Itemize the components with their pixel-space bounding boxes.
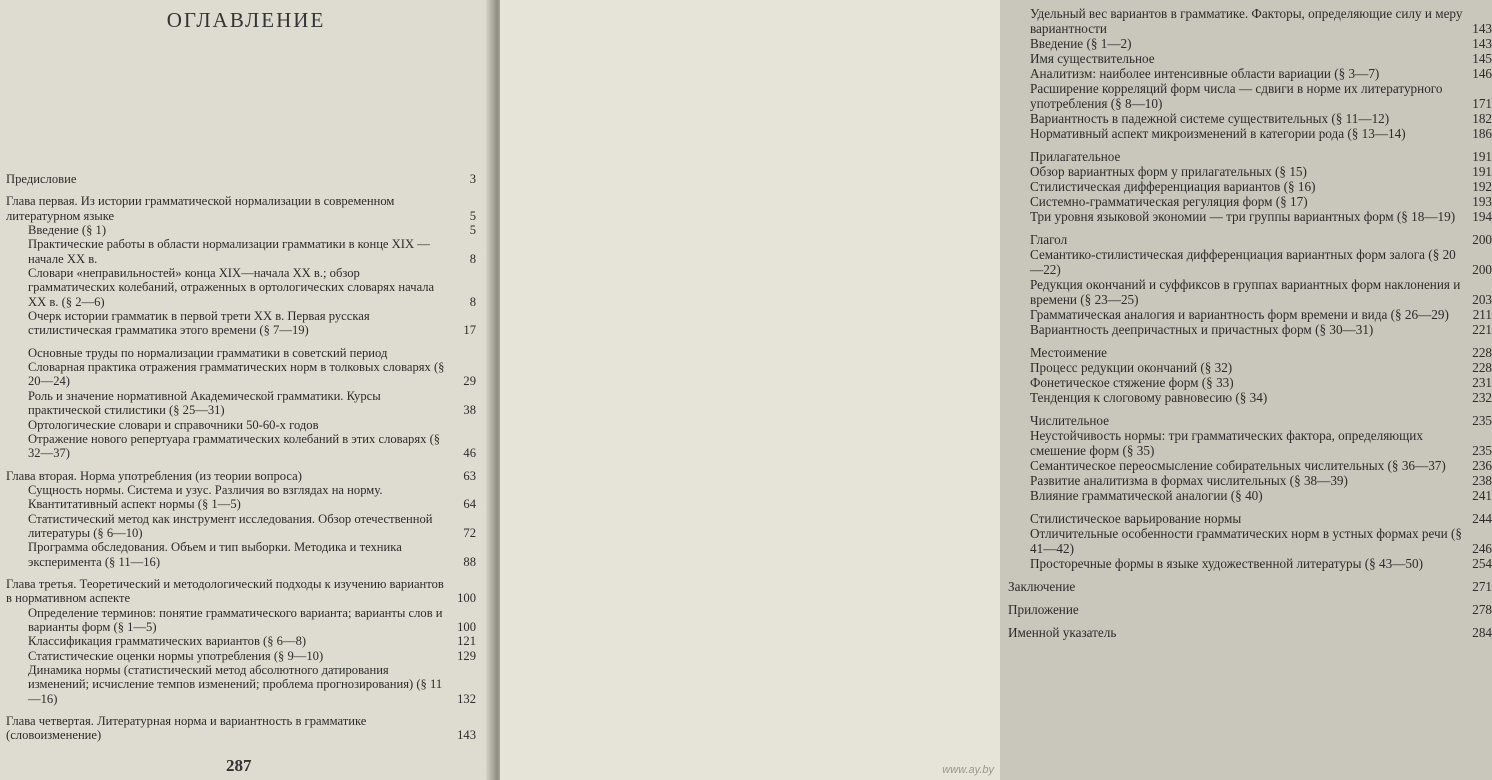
toc-entry-title: Словари «неправильностей» конца XIX—начала XX в.; обзор грамматических колебаний, отраженных в ортологических словарях начала XX в. (§ 2—6) (28, 266, 435, 309)
right-page (500, 0, 1492, 780)
toc-entry-page: 100 (457, 591, 476, 606)
toc-entry-title: Влияние грамматической аналогии (§ 40) (1030, 488, 1263, 503)
toc-entry (1008, 179, 1492, 194)
toc-entry (6, 577, 476, 606)
toc-entry-title: Динамика нормы (статистический метод абсолютного датирования изменений; исчисление темпов изменений; проблема прогнозирования) (§ 11—16) (28, 663, 443, 706)
toc-entry (6, 663, 476, 706)
toc-entry-title: Редукция окончаний и суффиксов в группах вариантных форм наклонения и времени (§ 23—25) (1030, 277, 1461, 307)
toc-entry (1008, 488, 1492, 503)
toc-entry-title: Имя существительное (1030, 51, 1155, 66)
toc-entry-title: Приложение (1008, 602, 1079, 617)
toc-entry (6, 360, 476, 389)
toc-entry-page: 246 (1472, 541, 1492, 556)
toc-entry (1008, 6, 1492, 36)
toc-entry-page: 145 (1472, 51, 1492, 66)
toc-entry-title: Расширение корреляций форм числа — сдвиги в норме их литературного употребления (§ 8—10) (1030, 81, 1443, 111)
toc-entry-page: 100 (457, 619, 476, 634)
toc-entry-page: 171 (1472, 96, 1492, 111)
toc-entry (1008, 81, 1492, 111)
toc-entry-page: 191 (1472, 164, 1492, 179)
toc-entry-page: 238 (1472, 473, 1492, 488)
toc-entry-title: Просторечные формы в языке художественной литературы (§ 43—50) (1030, 556, 1423, 571)
toc-entry-page: 17 (463, 323, 476, 338)
toc-entry (1008, 307, 1492, 322)
toc-entry-title: Глава четвертая. Литературная норма и вариантность в грамматике (словоизменение) (6, 714, 367, 743)
toc-entry-page: 3 (469, 172, 476, 186)
toc-entry-page: 211 (1472, 307, 1492, 322)
toc-entry-title: Именной указатель (1008, 625, 1117, 640)
toc-entry (1008, 126, 1492, 141)
toc-entry-page: 203 (1472, 292, 1492, 307)
toc-entry (6, 266, 476, 309)
toc-entry-page: 236 (1472, 458, 1492, 473)
toc-entry-page: 64 (463, 497, 476, 512)
toc-entry-title: Вариантность в падежной системе существительных (§ 11—12) (1030, 111, 1390, 126)
toc-entry-title: Отражение нового репертуара грамматических колебаний в этих словарях (§ 32—37) (28, 431, 441, 461)
toc-entry (1008, 149, 1492, 164)
toc-entry-page: 191 (1472, 149, 1492, 164)
toc-entry (6, 389, 476, 418)
toc-entry (6, 309, 476, 338)
toc-entry-page: 200 (1472, 262, 1492, 277)
toc-entry-title: Очерк истории грамматик в первой трети XX в. Первая русская стилистическая грамматика этого времени (§ 7—19) (28, 309, 370, 338)
toc-entry-title: Программа обследования. Объем и тип выборки. Методика и техника эксперимента (§ 11—16) (28, 540, 402, 569)
toc-entry-page: 228 (1472, 345, 1492, 360)
toc-entry (1008, 111, 1492, 126)
toc-entry-title: Предисловие (6, 172, 77, 186)
toc-entry (6, 714, 476, 743)
toc-entry (6, 469, 476, 483)
toc-entry-title: Глава первая. Из истории грамматической нормализации в современном литературном языке (6, 194, 395, 223)
toc-entry (6, 634, 476, 648)
toc-entry (1008, 194, 1492, 209)
toc-entry (6, 432, 476, 461)
toc-entry (1008, 458, 1492, 473)
toc-entry (1008, 556, 1492, 571)
toc-entry (6, 540, 476, 569)
toc-entry-page: 192 (1472, 179, 1492, 194)
toc-entry (1008, 36, 1492, 51)
toc-entry-page: 235 (1472, 443, 1492, 458)
toc-list-left (6, 164, 476, 743)
toc-entry-title: Роль и значение нормативной Академической грамматики. Курсы практической стилистики (§ 25—31) (28, 388, 381, 418)
toc-entry-title: Семантическое переосмысление собирательных числительных (§ 36—37) (1030, 458, 1446, 473)
toc-entry-page: 29 (463, 374, 476, 389)
toc-entry-page: 235 (1472, 413, 1492, 428)
toc-entry-title: Обзор вариантных форм у прилагательных (§ 15) (1030, 164, 1307, 179)
toc-entry (6, 483, 476, 512)
toc-list-right (1008, 6, 1492, 640)
toc-entry-page: 200 (1472, 232, 1492, 247)
toc-entry (6, 194, 476, 223)
toc-entry-page: 129 (457, 648, 476, 663)
toc-entry-title: Стилистическая дифференциация вариантов (§ 16) (1030, 179, 1316, 194)
toc-entry (6, 346, 476, 360)
toc-entry-page: 278 (1472, 602, 1492, 617)
toc-entry-title: Заключение (1008, 579, 1076, 594)
toc-entry-page: 143 (1472, 36, 1492, 51)
toc-entry-page: 231 (1472, 375, 1492, 390)
toc-entry-title: Глава вторая. Норма употребления (из теории вопроса) (6, 468, 302, 483)
toc-entry-title: Процесс редукции окончаний (§ 32) (1030, 360, 1233, 375)
toc-entry-page: 186 (1472, 126, 1492, 141)
toc-entry-title: Определение терминов: понятие грамматического варианта; варианты слов и варианты форм (§ 1—5) (28, 605, 443, 634)
toc-entry-page: 232 (1472, 390, 1492, 405)
toc-entry (6, 512, 476, 541)
toc-entry-title: Местоимение (1030, 345, 1107, 360)
toc-entry-title: Глава третья. Теоретический и методологический подходы к изучению вариантов в нормативном аспекте (6, 576, 444, 606)
toc-entry-page: 46 (463, 446, 476, 461)
toc-entry-title: Фонетическое стяжение форм (§ 33) (1030, 375, 1234, 390)
toc-entry-title: Статистический метод как инструмент исследования. Обзор отечественной литературы (§ 6—10) (28, 511, 433, 540)
toc-entry (6, 172, 476, 186)
toc-entry-title: Практические работы в области нормализации грамматики в конце XIX — начале XX в. (28, 237, 430, 266)
toc-entry-page: 228 (1472, 360, 1492, 375)
toc-entry (1008, 247, 1492, 277)
toc-entry-title: Грамматическая аналогия и вариантность форм времени и вида (§ 26—29) (1030, 307, 1449, 322)
toc-entry-page: 194 (1472, 209, 1492, 224)
toc-entry (1008, 473, 1492, 488)
toc-entry-page: 8 (469, 294, 476, 309)
toc-entry-page: 146 (1472, 66, 1492, 81)
toc-entry-title: Числительное (1030, 413, 1109, 428)
toc-entry-title: Прилагательное (1030, 149, 1121, 164)
toc-entry (1008, 232, 1492, 247)
toc-entry (1008, 345, 1492, 360)
toc-entry-page: 121 (457, 634, 476, 649)
toc-entry (6, 237, 476, 266)
toc-entry-title: Стилистическое варьирование нормы (1030, 511, 1242, 526)
toc-entry (1008, 428, 1492, 458)
toc-entry-title: Три уровня языковой экономии — три группы вариантных форм (§ 18—19) (1030, 209, 1456, 224)
toc-entry-page: 88 (463, 554, 476, 569)
toc-entry (1008, 390, 1492, 405)
toc-entry (1008, 66, 1492, 81)
toc-entry-page: 5 (469, 208, 476, 223)
toc-entry (1008, 277, 1492, 307)
page-number: 287 (226, 756, 252, 775)
toc-entry-title: Аналитизм: наиболее интенсивные области вариации (§ 3—7) (1030, 66, 1380, 81)
toc-entry-page: 132 (457, 691, 476, 706)
toc-entry-page: 244 (1472, 511, 1492, 526)
toc-entry (1008, 322, 1492, 337)
toc-entry-title: Неустойчивость нормы: три грамматических фактора, определяющих смешение форм (§ 35) (1030, 428, 1423, 458)
toc-entry-page: 8 (469, 251, 476, 266)
toc-entry-title: Основные труды по нормализации грамматики в советский период (28, 345, 388, 360)
toc-entry (1008, 579, 1492, 594)
toc-entry-page: 284 (1472, 625, 1492, 640)
toc-entry-page: 182 (1472, 111, 1492, 126)
left-page (0, 0, 492, 780)
toc-entry-page: 143 (1472, 21, 1492, 36)
toc-entry (1008, 511, 1492, 526)
toc-entry-title: Сущность нормы. Система и узус. Различия во взглядах на норму. Квантитативный аспект нормы (§ 1—5) (28, 482, 383, 512)
toc-entry-page: 143 (457, 728, 476, 743)
toc-entry (1008, 375, 1492, 390)
toc-entry-title: Глагол (1030, 232, 1068, 247)
toc-entry-page: 241 (1472, 488, 1492, 503)
toc-entry-page: 63 (463, 468, 476, 483)
toc-entry-title: Системно-грамматическая регуляция форм (§ 17) (1030, 194, 1308, 209)
toc-entry-title: Удельный вес вариантов в грамматике. Факторы, определяющие силу и меру вариантности (1030, 6, 1463, 36)
toc-entry-title: Семантико-стилистическая дифференциация вариантных форм залога (§ 20—22) (1030, 247, 1456, 277)
toc-entry-title: Развитие аналитизма в формах числительных (§ 38—39) (1030, 473, 1348, 488)
toc-entry (6, 649, 476, 663)
toc-entry (1008, 413, 1492, 428)
toc-entry-title: Введение (§ 1) (28, 223, 107, 238)
toc-entry-page: 271 (1472, 579, 1492, 594)
toc-entry (1008, 602, 1492, 617)
toc-entry (6, 418, 476, 432)
toc-entry-title: Тенденция к слоговому равновесию (§ 34) (1030, 390, 1268, 405)
toc-entry-page: 254 (1472, 556, 1492, 571)
watermark: www.ay.by (942, 764, 994, 776)
toc-entry-page: 221 (1472, 322, 1492, 337)
toc-entry (1008, 625, 1492, 640)
toc-entry (1008, 360, 1492, 375)
toc-entry-page: 38 (463, 403, 476, 418)
toc-entry-page: 193 (1472, 194, 1492, 209)
toc-entry-title: Введение (§ 1—2) (1030, 36, 1132, 51)
toc-entry-page: 5 (469, 223, 476, 238)
toc-entry (6, 606, 476, 635)
toc-entry (1008, 209, 1492, 224)
toc-entry-title: Вариантность деепричастных и причастных форм (§ 30—31) (1030, 322, 1374, 337)
toc-entry-title: Ортологические словари и справочники 50-60-х годов (28, 417, 319, 432)
toc-entry-title: Статистические оценки нормы употребления (§ 9—10) (28, 648, 324, 663)
toc-entry-page: 72 (463, 525, 476, 540)
toc-entry (1008, 164, 1492, 179)
toc-heading: ОГЛАВЛЕНИЕ (166, 8, 326, 32)
toc-entry (1008, 51, 1492, 66)
toc-entry-title: Отличительные особенности грамматических норм в устных формах речи (§ 41—42) (1030, 526, 1462, 556)
toc-entry (6, 223, 476, 237)
toc-entry-title: Словарная практика отражения грамматических норм в толковых словарях (§ 20—24) (28, 360, 445, 389)
toc-entry-title: Классификация грамматических вариантов (§ 6—8) (28, 634, 307, 649)
toc-entry (1008, 526, 1492, 556)
toc-entry-title: Нормативный аспект микроизменений в категории рода (§ 13—14) (1030, 126, 1406, 141)
